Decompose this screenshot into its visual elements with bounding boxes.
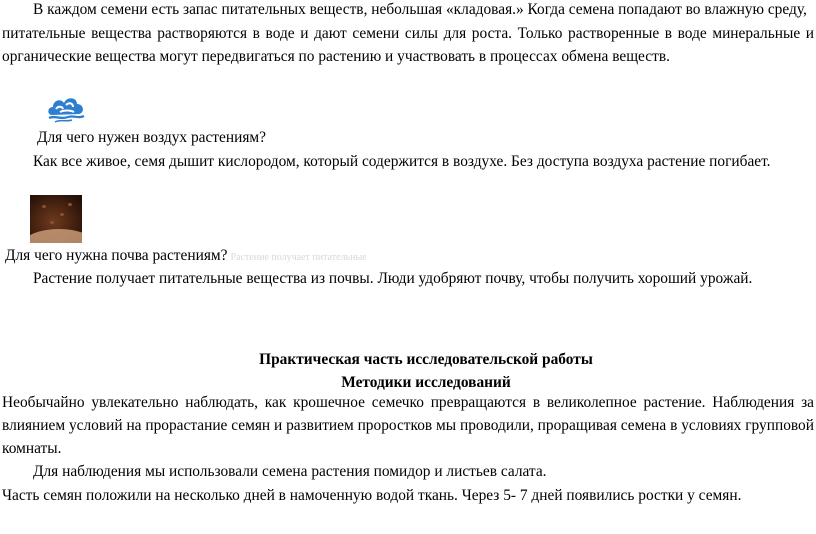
paragraph-line: комнаты. <box>2 440 62 457</box>
faint-overlay-text: Растение получает питательные <box>230 252 367 263</box>
paragraph-line: питательные вещества растворяются в воде и дают семени силы для роста. Только растворенные в воде минеральные и <box>2 25 814 42</box>
paragraph-line: Для наблюдения мы использовали семена растения помидор и листьев салата. <box>33 463 547 480</box>
section-subheading: Методики исследований <box>341 374 511 391</box>
paragraph-line: влиянием условий на прорастание семян и развитием проростков мы проводили, проращивая семена в условиях групповой <box>2 417 814 434</box>
cloud-icon <box>46 93 86 123</box>
air-question: Для чего нужен воздух растениям? <box>37 129 266 146</box>
paragraph-line: Необычайно увлекательно наблюдать, как крошечное семечко превращаются в великолепное растение. Наблюдения за <box>2 394 814 411</box>
soil-in-hand-photo <box>30 195 82 243</box>
soil-question-line <box>5 246 367 268</box>
soil-question: Для чего нужна почва растениям? <box>5 247 228 264</box>
paragraph-line: Часть семян положили на несколько дней в намоченную водой ткань. Через 5- 7 дней появились ростки у семян. <box>2 487 742 504</box>
paragraph-line: В каждом семени есть запас питательных веществ, небольшая «кладовая.» Когда семена попадают во влажную среду, <box>33 1 807 18</box>
air-answer: Как все живое, семя дышит кислородом, который содержится в воздухе. Без доступа воздуха растение погибает. <box>33 153 771 170</box>
paragraph-line: органические вещества могут передвигаться по растению и участвовать в процессах обмена веществ. <box>2 48 670 65</box>
soil-answer: Растение получает питательные вещества из почвы. Люди удобряют почву, чтобы получить хороший урожай. <box>33 270 753 287</box>
section-heading: Практическая часть исследовательской работы <box>259 351 593 368</box>
